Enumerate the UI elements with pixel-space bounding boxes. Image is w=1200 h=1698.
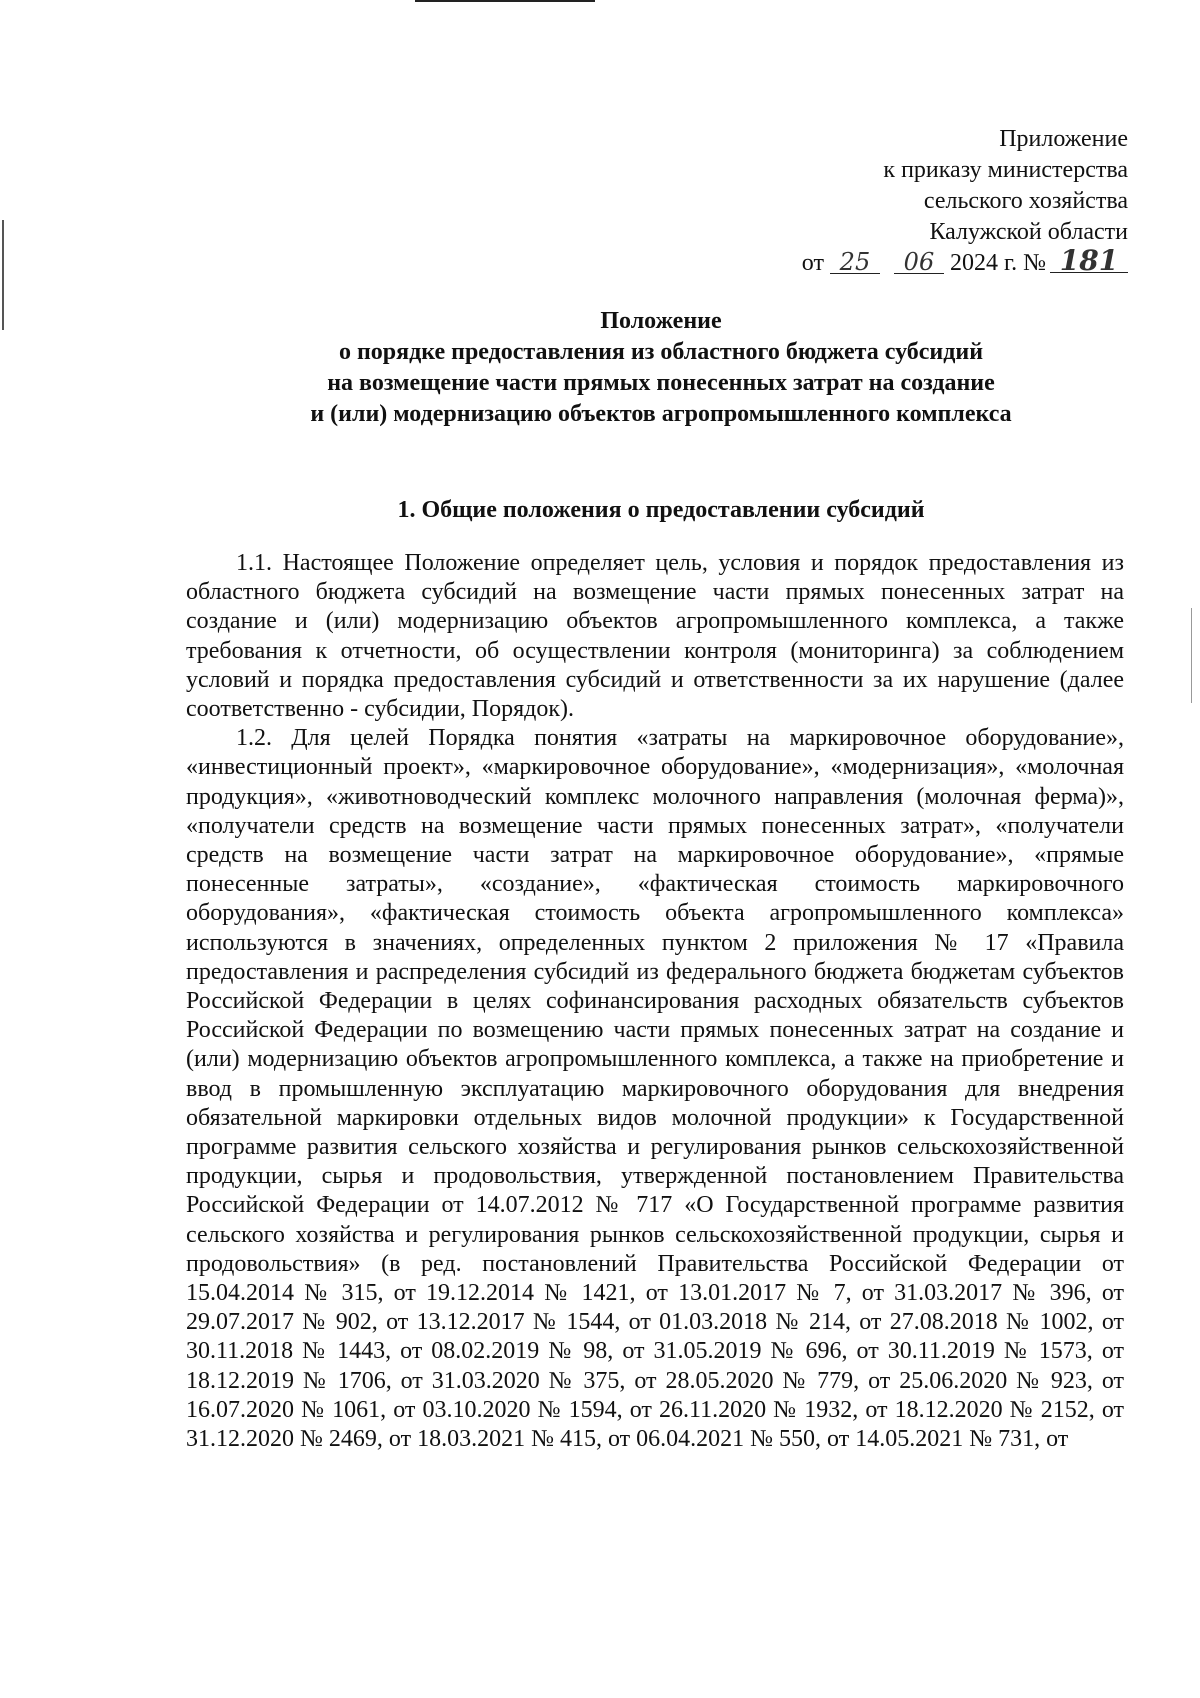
- order-reference: к приказу министерства: [883, 157, 1128, 183]
- scan-edge-mark: [2, 220, 4, 330]
- section-heading: 1. Общие положения о предоставлении субсидий: [397, 497, 925, 523]
- date-prefix: от: [801, 250, 824, 276]
- ministry-name: сельского хозяйства: [923, 188, 1128, 214]
- title-line-1: Положение: [600, 308, 722, 334]
- title-line-2: о порядке предоставления из областного бюджета субсидий: [338, 339, 984, 365]
- document-title: [186, 306, 1136, 430]
- scan-edge-mark: [1191, 608, 1192, 703]
- title-line-3: на возмещение части прямых понесенных затрат на создание: [327, 370, 995, 396]
- appendix-label: Приложение: [999, 126, 1128, 152]
- appendix-header: [802, 124, 1128, 279]
- title-line-4: и (или) модернизацию объектов агропромышленного комплекса: [310, 401, 1012, 427]
- handwritten-order-number: 181: [1050, 250, 1128, 273]
- paragraph-1-2: 1.2. Для целей Порядка понятия «затраты на маркировочное оборудование», «инвестиционный проект», «маркировочное оборудование», «модернизация», «молочная продукция», «животноводческий комплекс молочного направления (молочная ферма)», «получатели средств на возмещение части прямых понесенных затрат», «получатели средств на возмещение части затрат на маркировочное оборудование», «прямые понесенные затраты», «создание», «фактическая стоимость маркировочного оборудования», «фактическая стоимость объекта агропромышленного комплекса» используются в значениях, определенных пунктом 2 приложения № 17 «Правила предоставления и распределения субсидий из федерального бюджета бюджетам субъектов Российской Федерации в целях софинансирования расходных обязательств субъектов Российской Федерации по возмещению части прямых понесенных затрат на создание и (или) модернизацию объектов агропромышленного комплекса, а также на приобретение и ввод в промышленную эксплуатацию маркировочного оборудования для внедрения обязательной маркировки отдельных видов молочной продукции» к Государственной программе развития сельского хозяйства и регулирования рынков сельскохозяйственной продукции, сырья и продовольствия, утвержденной постановлением Правительства Российской Федерации от 14.07.2012 № 717 «О Государственной программе развития сельского хозяйства и регулирования рынков сельскохозяйственной продукции, сырья и продовольствия» (в ред. постановлений Правительства Российской Федерации от 15.04.2014 № 315, от 19.12.2014 № 1421, от 13.01.2017 № 7, от 31.03.2017 № 396, от 29.07.2017 № 902, от 13.12.2017 № 1544, от 01.03.2018 № 214, от 27.08.2018 № 1002, от 30.11.2018 № 1443, от 08.02.2019 № 98, от 31.05.2019 № 696, от 30.11.2019 № 1573, от 18.12.2019 № 1706, от 31.03.2020 № 375, от 28.05.2020 № 779, от 25.06.2020 № 923, от 16.07.2020 № 1061, от 03.10.2020 № 1594, от 26.11.2020 № 1932, от 18.12.2020 № 2152, от 31.12.2020 № 2469, от 18.03.2021 № 415, от 06.04.2021 № 550, от 14.05.2021 № 731, от: [186, 725, 1124, 1453]
- handwritten-day: 25: [830, 251, 880, 274]
- handwritten-month: 06: [894, 251, 944, 274]
- paragraph-1-1: 1.1. Настоящее Положение определяет цель, условия и порядок предоставления из областного бюджета субсидий на возмещение части прямых понесенных затрат на создание и (или) модернизацию объектов агропромышленного комплекса, а также требования к отчетности, об осуществлении контроля (мониторинга) за соблюдением условий и порядка предоставления субсидий и ответственности за их нарушение (далее соответственно - субсидии, Порядок).: [186, 550, 1124, 723]
- order-date-line: [801, 244, 1128, 279]
- date-year: 2024 г. №: [949, 250, 1046, 276]
- section-body: [186, 549, 1124, 1454]
- region-name: Калужской области: [929, 219, 1128, 245]
- top-rule: [415, 0, 595, 2]
